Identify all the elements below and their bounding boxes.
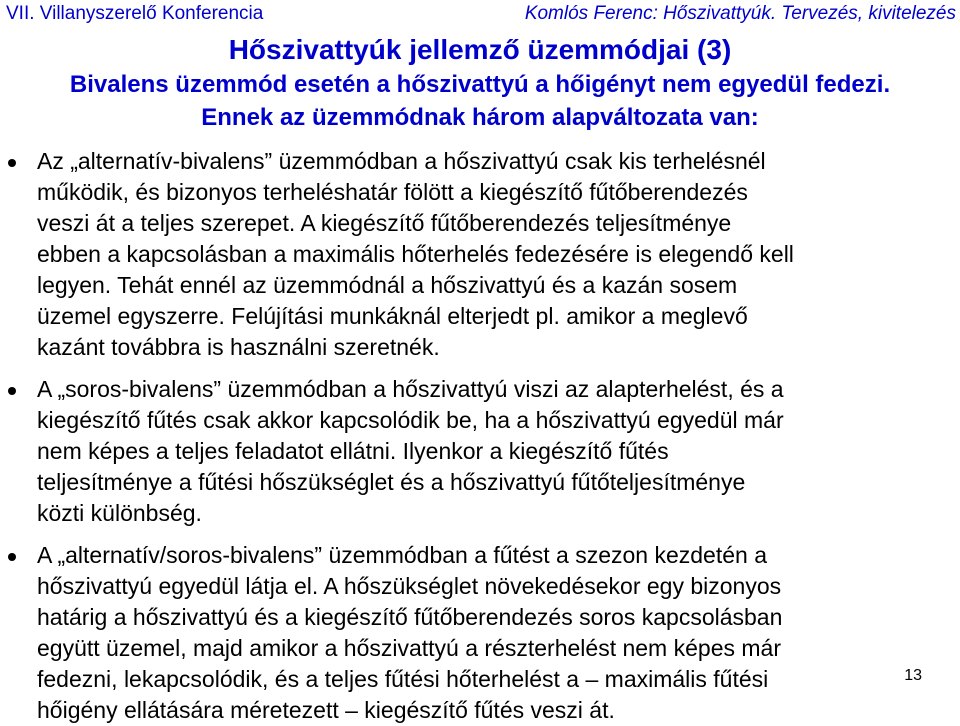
presentation-author-title: Komlós Ferenc: Hőszivattyúk. Tervezés, kivitelezés xyxy=(524,3,956,24)
bullet-item-alternative-bivalent xyxy=(0,146,960,363)
bullet-item-serial-bivalent xyxy=(0,374,960,529)
bullet-text-line: kiegészítő fűtés csak akkor kapcsolódik be, ha a hőszivattyú egyedül már xyxy=(37,407,784,433)
slide-subtitle-line-2: Ennek az üzemmódnak három alapváltozata van: xyxy=(201,104,759,131)
bullet-dot-icon xyxy=(8,387,16,395)
bullet-dot-icon xyxy=(8,553,16,561)
slide-title: Hőszivattyúk jellemző üzemmódjai (3) xyxy=(228,34,732,65)
bullet-text-line: üzemel egyszerre. Felújítási munkáknál elterjedt pl. amikor a meglevő xyxy=(37,303,748,329)
bullet-text-line: nem képes a teljes feladatot ellátni. Ilyenkor a kiegészítő fűtés xyxy=(37,438,669,464)
bullet-text-line: határig a hőszivattyú és a kiegészítő fűtőberendezés soros kapcsolásban xyxy=(37,604,783,630)
slide-subtitle-line-1: Bivalens üzemmód esetén a hőszivattyú a hőigényt nem egyedül fedezi. xyxy=(69,71,891,98)
bullet-text-line: legyen. Tehát ennél az üzemmódnál a hőszivattyú és a kazán sosem xyxy=(37,272,738,298)
bullet-text-line: hőszivattyú egyedül látja el. A hőszükséglet növekedésekor egy bizonyos xyxy=(37,573,782,599)
bullet-text-line: fedezni, lekapcsolódik, és a teljes fűtési hőterhelést a – maximális fűtési xyxy=(37,666,769,692)
bullet-text-line: A „alternatív/soros-bivalens” üzemmódban a fűtést a szezon kezdetén a xyxy=(37,542,768,568)
bullet-text-line: Az „alternatív-bivalens” üzemmódban a hőszivattyú csak kis terhelésnél xyxy=(37,148,766,174)
bullet-text-line: közti különbség. xyxy=(37,500,202,526)
bullet-text-line: együtt üzemel, majd amikor a hőszivattyú a részterhelést nem képes már xyxy=(37,635,781,661)
bullet-text-line: teljesítménye a fűtési hőszükséglet és a hőszivattyú fűtőteljesítménye xyxy=(37,469,746,495)
bullet-text-line: hőigény ellátására méretezett – kiegészítő fűtés veszi át. xyxy=(37,697,615,723)
bullet-text-line: A „soros-bivalens” üzemmódban a hőszivattyú viszi az alapterhelést, és a xyxy=(37,376,784,402)
bullet-text-line: veszi át a teljes szerepet. A kiegészítő fűtőberendezés teljesítménye xyxy=(37,210,732,236)
bullet-dot-icon xyxy=(8,159,16,167)
bullet-list xyxy=(0,146,960,726)
bullet-item-alternative-serial-bivalent xyxy=(0,540,960,726)
bullet-text-line: ebben a kapcsolásban a maximális hőterhelés fedezésére is elegendő kell xyxy=(37,241,794,267)
page-number: 13 xyxy=(904,667,922,684)
bullet-text-line: működik, és bizonyos terheléshatár fölött a kiegészítő fűtőberendezés xyxy=(37,179,748,205)
bullet-text-line: kazánt továbbra is használni szeretnék. xyxy=(37,334,440,360)
conference-name: VII. Villanyszerelő Konferencia xyxy=(6,3,264,24)
